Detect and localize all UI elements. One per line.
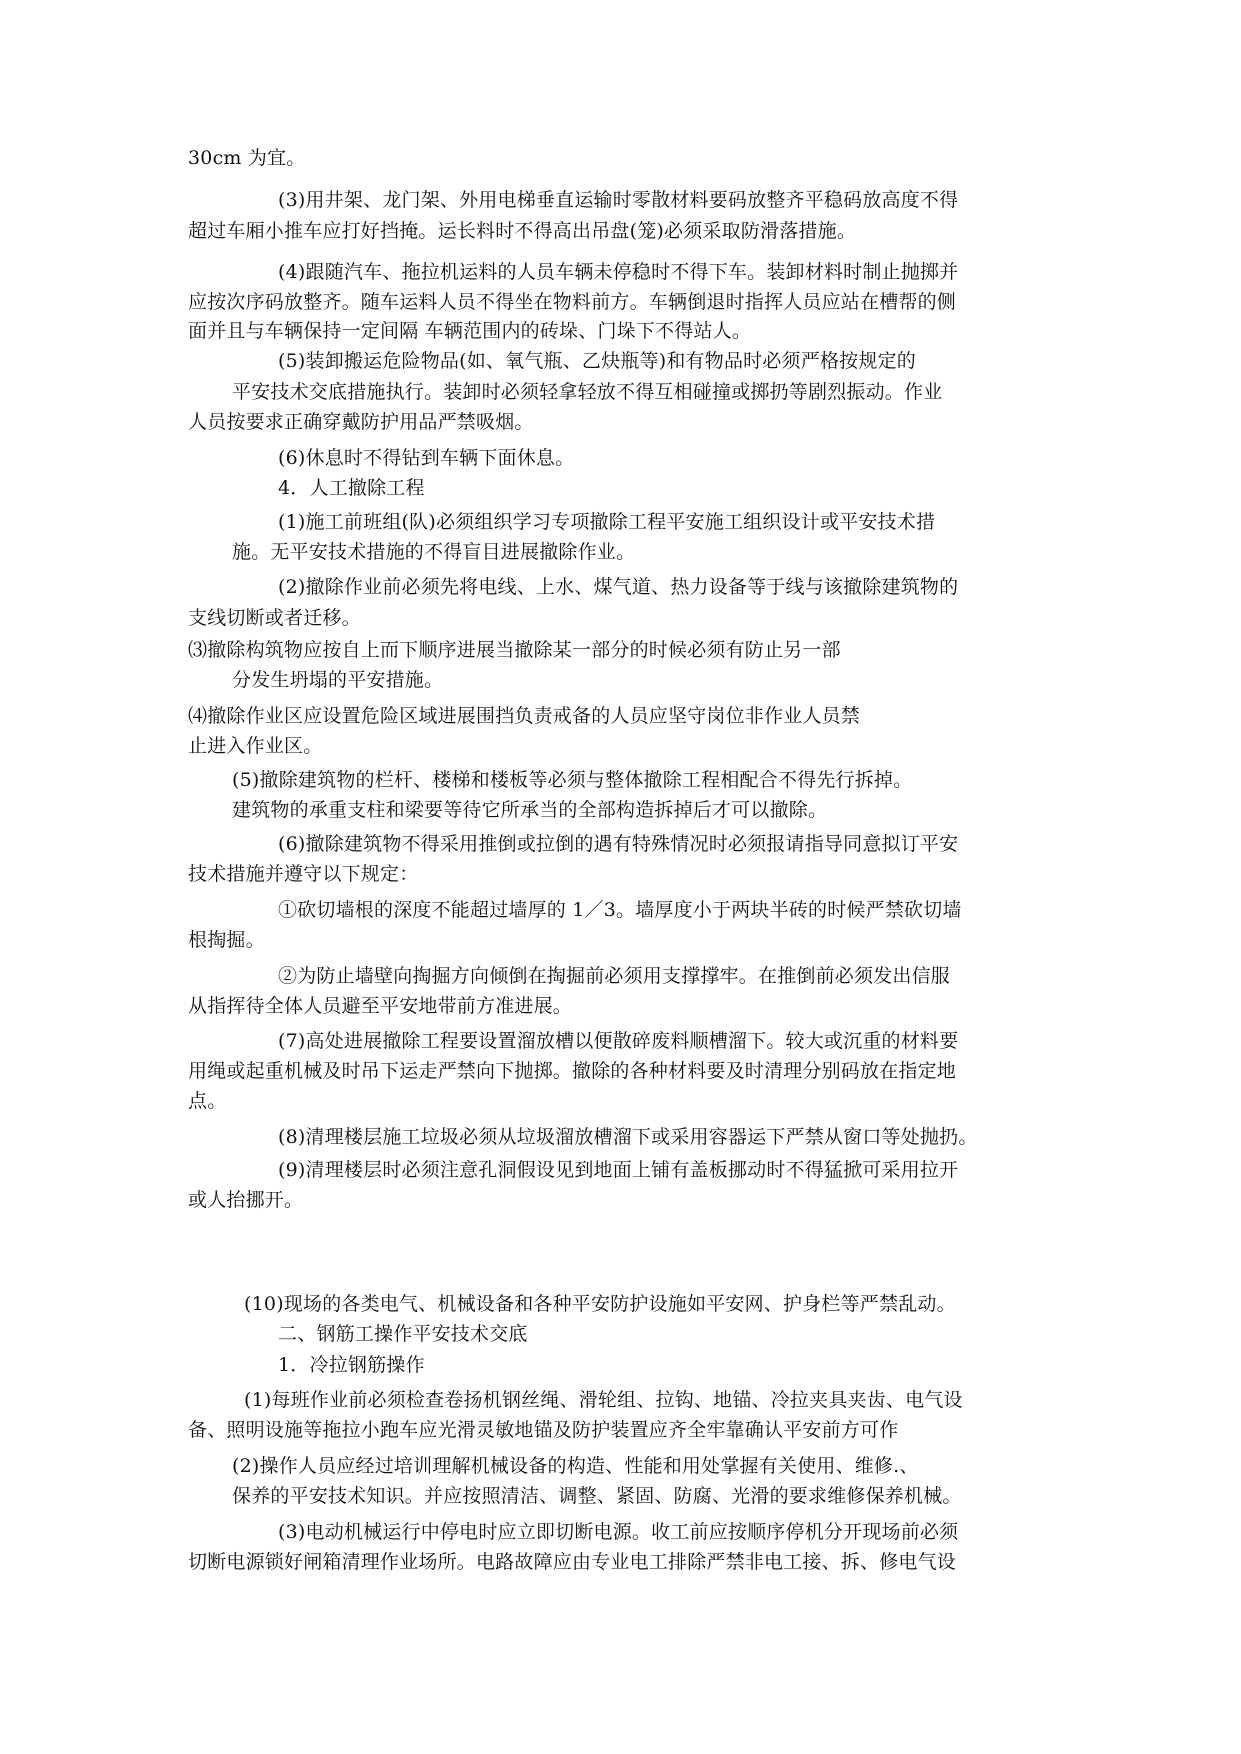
text-line-18: ⑷撤除作业区应设置危险区域进展围挡负责戒备的人员应坚守岗位非作业人员禁 xyxy=(188,705,861,727)
text-line-7: (5)装卸搬运危险物品(如、氧气瓶、乙炔瓶等)和有物品时必须严格按规定的 xyxy=(278,350,916,372)
text-line-31: (8)清理楼层施工垃圾必须从垃圾溜放槽溜下或采用容器运下严禁从窗口等处抛扔。 xyxy=(278,1126,978,1148)
text-line-3: 超过车厢小推车应打好挡掩。运长料时不得高出吊盘(笼)必须采取防滑落措施。 xyxy=(188,220,857,242)
text-line-26: ②为防止墙壁向掏掘方向倾倒在掏掘前必须用支撑撑牢。在推倒前必须发出信服 xyxy=(278,965,951,987)
text-line-34: (10)现场的各类电气、机械设备和各种平安防护设施如平安网、护身栏等严禁乱动。 xyxy=(244,1293,956,1315)
text-line-38: 备、照明设施等拖拉小跑车应光滑灵敏地锚及防护装置应齐全牢靠确认平安前方可作 xyxy=(188,1419,899,1441)
text-line-22: (6)撤除建筑物不得采用推倒或拉倒的遇有特殊情况时必须报请指导同意拟订平安 xyxy=(278,833,959,855)
text-line-5: 应按次序码放整齐。随车运料人员不得坐在物料前方。车辆倒退时指挥人员应站在槽帮的侧 xyxy=(188,291,957,313)
text-line-17: 分发生坍塌的平安措施。 xyxy=(232,669,444,691)
text-line-33: 或人抬挪开。 xyxy=(188,1189,304,1211)
text-line-4: (4)跟随汽车、拖拉机运料的人员车辆未停稳时不得下车。装卸材料时制止抛掷并 xyxy=(278,261,959,283)
text-line-20: (5)撤除建筑物的栏杆、楼梯和楼板等必须与整体撤除工程相配合不得先行拆掉。 xyxy=(232,769,913,791)
text-line-8: 平安技术交底措施执行。装卸时必须轻拿轻放不得互相碰撞或掷扔等剧烈振动。作业 xyxy=(232,381,943,403)
text-line-40: 保养的平安技术知识。并应按照清洁、调整、紧固、防腐、光滑的要求维修保养机械。 xyxy=(232,1485,962,1507)
text-line-27: 从指挥待全体人员避至平安地带前方准进展。 xyxy=(188,995,573,1017)
text-line-23: 技术措施并遵守以下规定： xyxy=(188,863,419,885)
text-line-15: 支线切断或者迁移。 xyxy=(188,607,361,629)
text-line-21: 建筑物的承重支柱和梁要等待它所承当的全部构造拆掉后才可以撤除。 xyxy=(232,799,828,821)
text-line-2: (3)用井架、龙门架、外用电梯垂直运输时零散材料要码放整齐平稳码放高度不得 xyxy=(278,189,959,211)
text-line-19: 止进入作业区。 xyxy=(188,735,323,757)
text-line-29: 用绳或起重机械及时吊下运走严禁向下抛掷。撤除的各种材料要及时清理分别码放在指定地 xyxy=(188,1060,957,1082)
text-line-1: 30cm 为宜。 xyxy=(188,147,306,169)
text-line-41: (3)电动机械运行中停电时应立即切断电源。收工前应按顺序停机分开现场前必须 xyxy=(278,1521,959,1543)
text-line-30: 点。 xyxy=(188,1090,227,1112)
text-line-24: ①砍切墙根的深度不能超过墙厚的 1／3。墙厚度小于两块半砖的时候严禁砍切墙 xyxy=(278,899,962,921)
text-line-36: 1．冷拉钢筋操作 xyxy=(278,1354,425,1376)
text-line-25: 根掏掘。 xyxy=(188,929,265,951)
text-line-12: (1)施工前班组(队)必须组织学习专项撤除工程平安施工组织设计或平安技术措 xyxy=(278,511,936,533)
text-line-35: 二、钢筋工操作平安技术交底 xyxy=(278,1323,528,1345)
text-line-42: 切断电源锁好闸箱清理作业场所。电路故障应由专业电工排除严禁非电工接、拆、修电气设 xyxy=(188,1551,957,1573)
text-line-6: 面并且与车辆保持一定间隔 车辆范围内的砖垛、门垛下不得站人。 xyxy=(188,320,752,342)
text-line-9: 人员按要求正确穿戴防护用品严禁吸烟。 xyxy=(188,411,534,433)
text-line-37: (1)每班作业前必须检查卷扬机钢丝绳、滑轮组、拉钩、地锚、冷拉夹具夹齿、电气设 xyxy=(244,1389,963,1411)
text-line-32: (9)清理楼层时必须注意孔洞假设见到地面上铺有盖板挪动时不得猛掀可采用拉开 xyxy=(278,1159,959,1181)
text-line-11: 4．人工撤除工程 xyxy=(278,477,425,499)
text-line-39: (2)操作人员应经过培训理解机械设备的构造、性能和用处掌握有关使用、维修.、 xyxy=(232,1455,919,1477)
text-line-28: (7)高处进展撤除工程要设置溜放槽以便散碎废料顺槽溜下。较大或沉重的材料要 xyxy=(278,1030,959,1052)
text-line-10: (6)休息时不得钻到车辆下面休息。 xyxy=(278,447,575,469)
text-line-16: ⑶撤除构筑物应按自上而下顺序进展当撤除某一部分的时候必须有防止另一部 xyxy=(188,639,841,661)
text-line-14: (2)撤除作业前必须先将电线、上水、煤气道、热力设备等于线与该撤除建筑物的 xyxy=(278,576,959,598)
text-line-13: 施。无平安技术措施的不得盲目进展撤除作业。 xyxy=(232,541,636,563)
